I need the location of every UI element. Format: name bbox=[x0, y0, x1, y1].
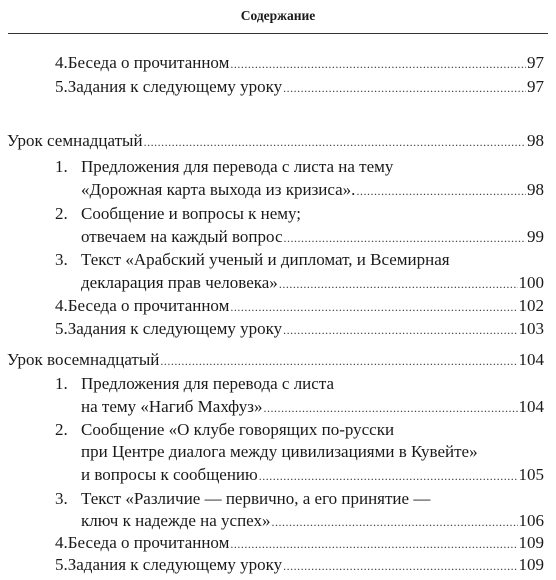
dot-leader bbox=[230, 53, 526, 75]
toc-entry bbox=[55, 295, 544, 317]
dot-leader bbox=[259, 465, 518, 487]
toc-entry bbox=[55, 52, 544, 74]
page-number: 106 bbox=[518, 511, 544, 530]
entry-number: 5. bbox=[55, 319, 68, 338]
entry-title: Текст «Различие — первично, а его принятие — bbox=[81, 489, 431, 508]
entry-title: Беседа о прочитанном bbox=[67, 296, 230, 315]
entry-title: Задания к следующему уроку bbox=[67, 77, 283, 96]
page-number: 104 bbox=[518, 350, 544, 369]
dot-leader bbox=[279, 273, 518, 295]
header-rule bbox=[8, 33, 548, 34]
page-number: 97 bbox=[527, 77, 544, 96]
entry-number: 3. bbox=[55, 489, 68, 508]
page-number: 102 bbox=[518, 296, 544, 315]
toc-entry-line1 bbox=[55, 249, 544, 271]
entry-title: Текст «Арабский ученый и дипломат, и Всемирная bbox=[81, 250, 450, 269]
toc-entry bbox=[55, 554, 544, 576]
entry-number: 5. bbox=[55, 555, 68, 574]
dot-leader bbox=[160, 350, 517, 372]
toc-entry-line1 bbox=[55, 156, 544, 178]
entry-title: «Дорожная карта выхода из кризиса». bbox=[81, 180, 356, 199]
entry-title: декларация прав человека» bbox=[81, 273, 278, 292]
toc-entry-line1 bbox=[55, 419, 544, 441]
dot-leader bbox=[144, 131, 526, 153]
entry-title: Задания к следующему уроку bbox=[67, 319, 283, 338]
lesson-title: Урок восемнадцатый bbox=[7, 350, 160, 369]
toc-entry bbox=[55, 532, 544, 554]
dot-leader bbox=[356, 180, 526, 202]
dot-leader bbox=[230, 296, 517, 318]
toc-entry-line1 bbox=[55, 488, 544, 510]
toc-entry-line2 bbox=[81, 510, 544, 532]
entry-number: 4. bbox=[55, 533, 68, 552]
page-number: 99 bbox=[527, 227, 544, 246]
entry-number: 2. bbox=[55, 204, 68, 223]
entry-title: ключ к надежде на успех» bbox=[81, 511, 271, 530]
entry-number: 1. bbox=[55, 374, 68, 393]
page-number: 105 bbox=[518, 465, 544, 484]
entry-title: на тему «Нагиб Махфуз» bbox=[81, 397, 263, 416]
entry-title: отвечаем на каждый вопрос bbox=[81, 227, 283, 246]
entry-title: при Центре диалога между цивилизациями в Кувейте» bbox=[81, 442, 478, 461]
entry-number: 4. bbox=[55, 296, 68, 315]
toc-entry bbox=[55, 76, 544, 98]
dot-leader bbox=[283, 319, 517, 341]
entry-title: Сообщение и вопросы к нему; bbox=[81, 204, 302, 223]
toc-entry-line1 bbox=[55, 203, 544, 225]
entry-title: Беседа о прочитанном bbox=[67, 53, 230, 72]
toc-entry-line3 bbox=[81, 464, 544, 486]
lesson-title: Урок семнадцатый bbox=[7, 131, 143, 150]
dot-leader bbox=[264, 397, 518, 419]
toc-entry-line2 bbox=[81, 441, 544, 463]
entry-title: Предложения для перевода с листа на тему bbox=[81, 157, 394, 176]
dot-leader bbox=[230, 533, 517, 555]
page-number: 100 bbox=[518, 273, 544, 292]
entry-title: Задания к следующему уроку bbox=[67, 555, 283, 574]
page-header: Содержание bbox=[240, 8, 316, 23]
entry-number: 2. bbox=[55, 420, 68, 439]
page-number: 109 bbox=[518, 533, 544, 552]
toc-entry-line2 bbox=[81, 226, 544, 248]
dot-leader bbox=[283, 77, 526, 99]
lesson-heading bbox=[7, 349, 544, 371]
dot-leader bbox=[284, 227, 527, 249]
toc-entry bbox=[55, 318, 544, 340]
entry-number: 1. bbox=[55, 157, 68, 176]
page-number: 103 bbox=[518, 319, 544, 338]
toc-entry-line1 bbox=[55, 373, 544, 395]
entry-number: 5. bbox=[55, 77, 68, 96]
entry-title: Сообщение «О клубе говорящих по-русски bbox=[81, 420, 395, 439]
toc-entry-line2 bbox=[81, 179, 544, 201]
entry-number: 3. bbox=[55, 250, 68, 269]
entry-number: 4. bbox=[55, 53, 68, 72]
page-number: 98 bbox=[527, 180, 544, 199]
entry-title: Предложения для перевода с листа bbox=[81, 374, 334, 393]
page-number: 109 bbox=[518, 555, 544, 574]
dot-leader bbox=[272, 511, 518, 533]
toc-entry-line2 bbox=[81, 396, 544, 418]
lesson-heading bbox=[7, 130, 544, 152]
toc-entry-line2 bbox=[81, 272, 544, 294]
page-number: 104 bbox=[518, 397, 544, 416]
dot-leader bbox=[283, 555, 517, 577]
page-number: 98 bbox=[527, 131, 544, 150]
page-number: 97 bbox=[527, 53, 544, 72]
entry-title: и вопросы к сообщению bbox=[81, 465, 258, 484]
entry-title: Беседа о прочитанном bbox=[67, 533, 230, 552]
